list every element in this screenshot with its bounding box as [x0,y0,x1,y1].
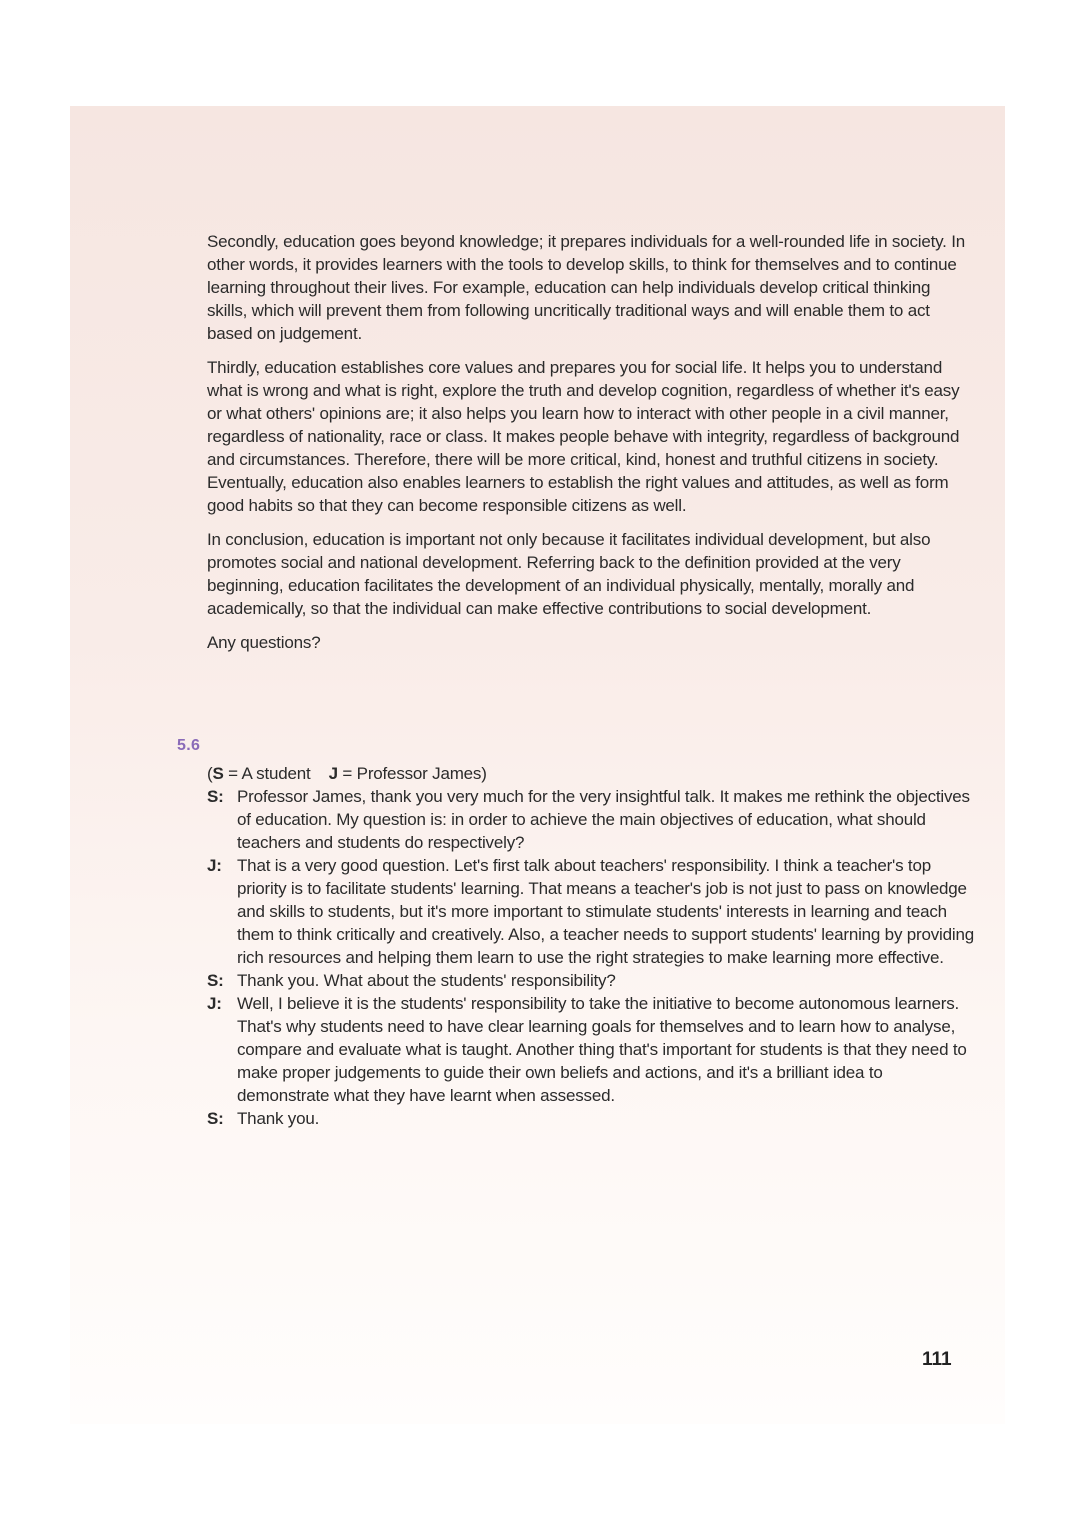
dialogue-turn [207,785,977,854]
speaker-label: S: [207,1109,224,1128]
dialogue-turn [207,854,977,969]
legend-j-key: J [328,764,338,783]
speaker-label: J: [207,856,222,875]
body-text [207,230,967,665]
legend-s-key: S [212,764,224,783]
speaker-label: S: [207,971,224,990]
speaker-legend [207,762,977,785]
legend-s-value: = A student [223,764,329,783]
speech-text: Thank you. What about the students' responsibility? [237,971,616,990]
dialogue-turn [207,969,977,992]
dialogue-turn [207,992,977,1107]
paragraph-any-questions: Any questions? [207,633,321,652]
section-number: 5.6 [177,737,201,754]
legend-j-value: = Professor James) [337,764,487,783]
speech-text: Thank you. [237,1109,320,1128]
dialogue-transcript [207,762,977,1130]
speech-text: Professor James, thank you very much for the very insightful talk. It makes me rethink the objectives of education. My question is: in order to achieve the main objectives of education, what should teachers and students do respectively? [237,787,970,852]
paragraph-secondly: Secondly, education goes beyond knowledge; it prepares individuals for a well-rounded life in society. In other words, it provides learners with the tools to develop skills, to think for themselves and to continue learning throughout their lives. For example, education can help individuals develop critical thinking skills, which will prevent them from following uncritically traditional ways and will enable them to act based on judgement. [207,232,966,343]
legend-open: ( [207,764,213,783]
speaker-label: J: [207,994,222,1013]
paragraph-thirdly: Thirdly, education establishes core values and prepares you for social life. It helps you to understand what is wrong and what is right, explore the truth and develop cognition, regardless of whether it's easy or what others' opinions are; it also helps you learn how to interact with other people in a civil manner, regardless of nationality, race or class. It makes people behave with integrity, regardless of background and circumstances. Therefore, there will be more critical, kind, honest and truthful citizens in society. Eventually, education also enables learners to establish the right values and attitudes, as well as form good habits so that they can become responsible citizens as well. [207,358,960,515]
page-sheet [70,106,1005,1424]
speaker-label: S: [207,787,224,806]
page-number: 111 [922,1349,952,1370]
speech-text: Well, I believe it is the students' responsibility to take the initiative to become autonomous learners. That's why students need to have clear learning goals for themselves and to learn how to analyse, compare and evaluate what is taught. Another thing that's important for students is that they need to make proper judgements to guide their own beliefs and actions, and it's a brilliant idea to demonstrate what they have learnt when assessed. [237,994,967,1105]
paragraph-conclusion: In conclusion, education is important not only because it facilitates individual development, but also promotes social and national development. Referring back to the definition provided at the very beginning, education facilitates the development of an individual physically, mentally, morally and academically, so that the individual can make effective contributions to social development. [207,530,931,618]
speech-text: That is a very good question. Let's first talk about teachers' responsibility. I think a teacher's top priority is to facilitate students' learning. That means a teacher's job is not just to pass on knowledge and skills to students, but it's more important to stimulate students' interests in learning and teach them to think critically and creatively. Also, a teacher needs to support students' learning by providing rich resources and helping them learn to use the right strategies to make learning more effective. [237,856,974,967]
dialogue-turn [207,1107,977,1130]
